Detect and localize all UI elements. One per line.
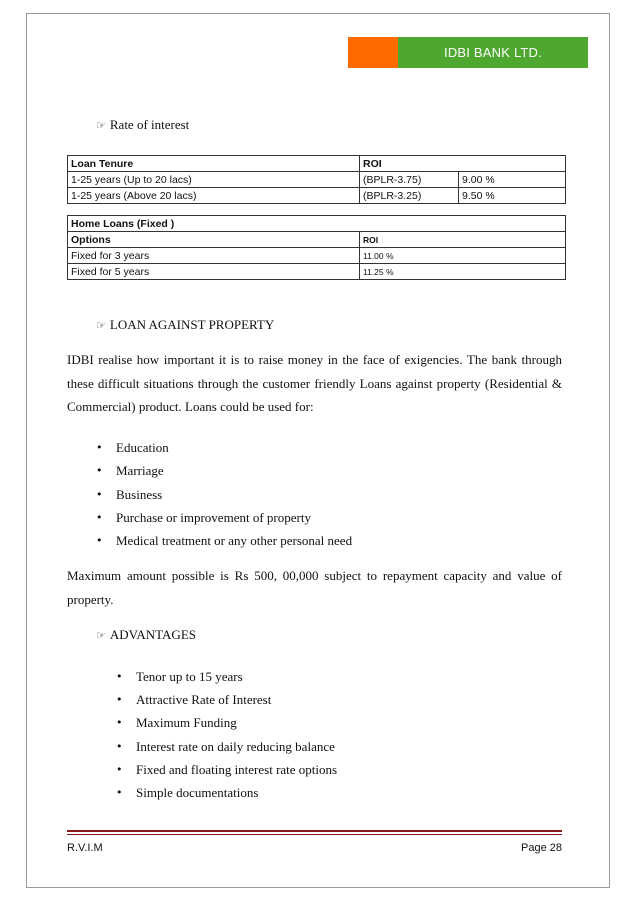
list-item: • Interest rate on daily reducing balance	[116, 735, 337, 758]
advantages-list	[116, 665, 337, 804]
table-cell: 11.25 %	[360, 264, 566, 280]
table-row	[68, 248, 566, 264]
list-item: • Attractive Rate of Interest	[116, 688, 337, 711]
table-cell: (BPLR-3.25)	[360, 188, 459, 204]
footer-rule	[67, 830, 562, 832]
pointing-hand-icon: ☞	[96, 119, 106, 132]
table-header-row	[68, 232, 566, 248]
header-company-banner	[398, 37, 588, 68]
header-orange-block	[348, 37, 398, 68]
roi-heading: ☞ Rate of interest	[96, 117, 190, 132]
table-cell: 11.00 %	[360, 248, 566, 264]
loan-uses-list	[96, 436, 352, 552]
lap-heading: ☞ LOAN AGAINST PROPERTY	[96, 317, 275, 332]
table-title-row	[68, 216, 566, 232]
list-item: • Medical treatment or any other personal need	[96, 529, 352, 552]
table-cell: 9.50 %	[459, 188, 566, 204]
list-item: • Simple documentations	[116, 781, 337, 804]
lap-intro-paragraph: IDBI realise how important it is to raise money in the face of exigencies. The bank through these difficult situations through the customer friendly Loans against property (Residential & Commercial) product. Loans could be used for:	[67, 352, 562, 414]
pointing-hand-icon: ☞	[96, 319, 106, 332]
list-item: • Maximum Funding	[116, 711, 337, 734]
company-name: IDBI BANK LTD.	[444, 45, 542, 60]
footer-rule-thin	[67, 834, 562, 835]
table-cell: 1-25 years (Above 20 lacs)	[68, 188, 360, 204]
advantages-heading: ☞ ADVANTAGES	[96, 627, 196, 642]
table-row	[68, 188, 566, 204]
list-item: • Business	[96, 483, 352, 506]
table-cell: 1-25 years (Up to 20 lacs)	[68, 172, 360, 188]
table-cell: 9.00 %	[459, 172, 566, 188]
list-item: • Marriage	[96, 459, 352, 482]
header-cell: Options	[68, 232, 360, 248]
table-cell: (BPLR-3.75)	[360, 172, 459, 188]
pointing-hand-icon: ☞	[96, 629, 106, 642]
list-item: • Fixed and floating interest rate options	[116, 758, 337, 781]
table-row	[68, 264, 566, 280]
table-cell: Fixed for 3 years	[68, 248, 360, 264]
loan-tenure-table	[67, 155, 566, 204]
list-item: • Education	[96, 436, 352, 459]
header-cell: ROI	[360, 156, 566, 172]
list-item: • Tenor up to 15 years	[116, 665, 337, 688]
max-amount-paragraph: Maximum amount possible is Rs 500, 00,000 subject to repayment capacity and value of property.	[67, 568, 562, 607]
table-row	[68, 172, 566, 188]
header-cell: ROI	[360, 232, 566, 248]
page-number: Page 28	[521, 842, 562, 854]
table-header-row	[68, 156, 566, 172]
table-title: Home Loans (Fixed )	[68, 216, 566, 232]
header-cell: Loan Tenure	[68, 156, 360, 172]
list-item: • Purchase or improvement of property	[96, 506, 352, 529]
table-cell: Fixed for 5 years	[68, 264, 360, 280]
home-loans-fixed-table	[67, 215, 566, 280]
footer-left-text: R.V.I.M	[67, 842, 103, 854]
